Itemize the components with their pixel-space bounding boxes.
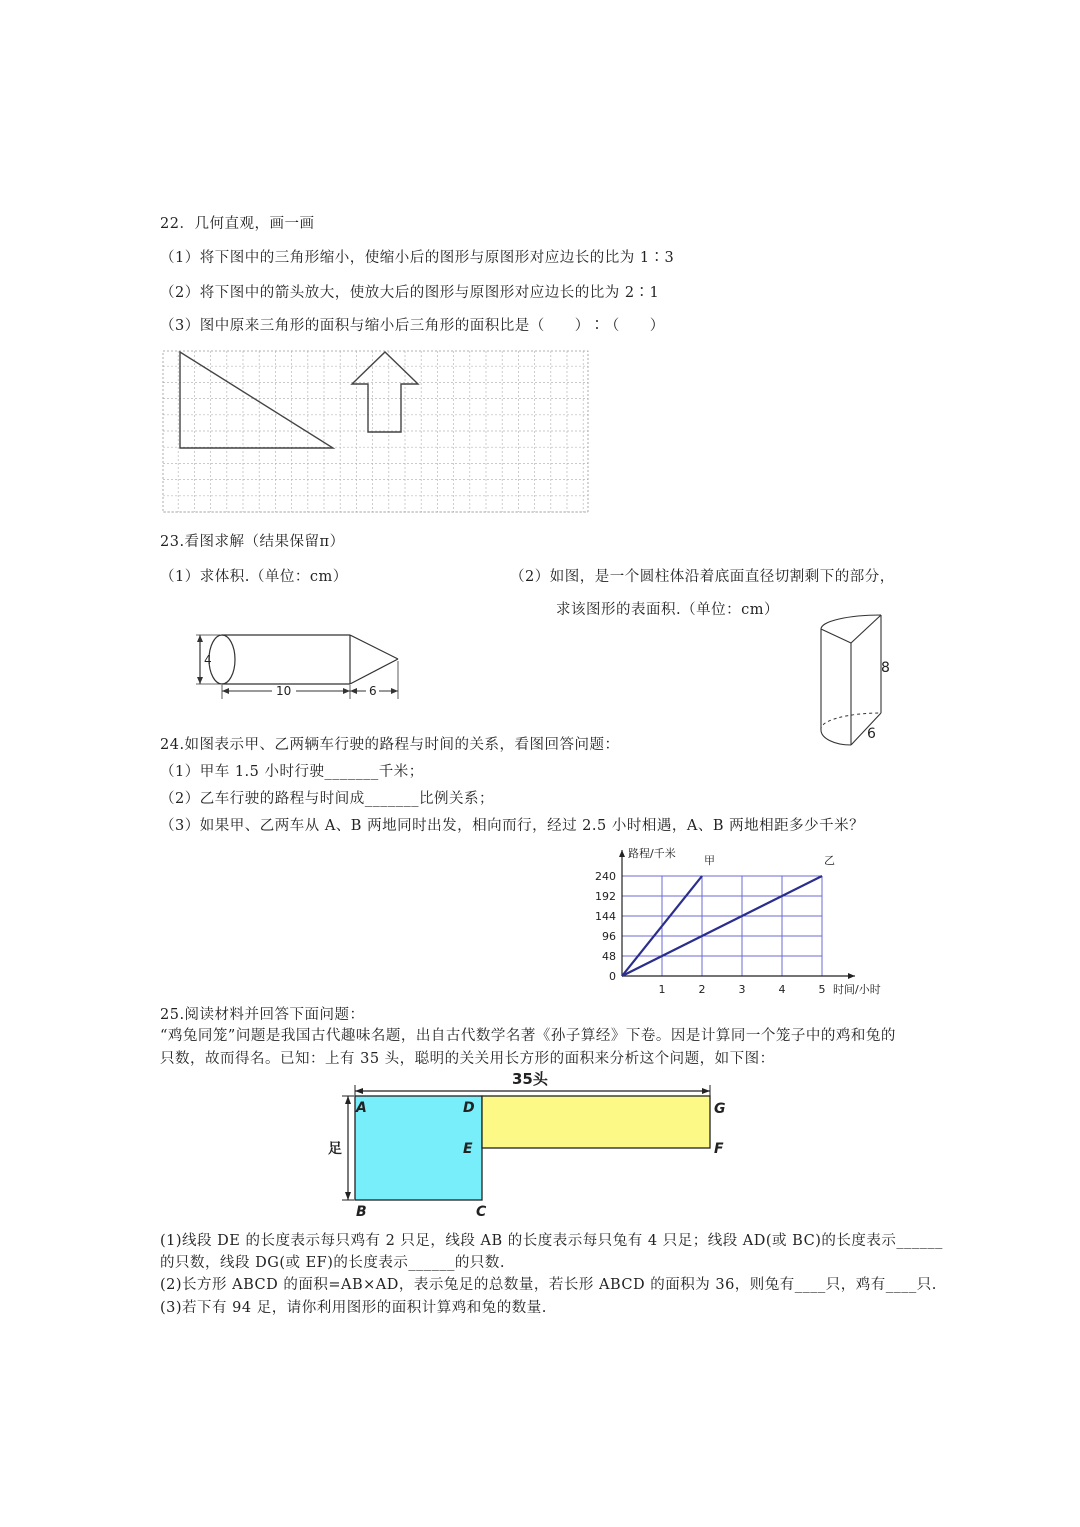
q25-intro-line1: “鸡兔同笼”问题是我国古代趣味名题，出自古代数学名著《孙子算经》下卷。因是计算同一个笼子中的鸡和兔的 <box>160 1028 896 1044</box>
cone-length-label: 6 <box>369 684 377 698</box>
point-d: D <box>463 1100 475 1116</box>
half-cylinder-figure <box>808 605 908 750</box>
q22-title: 22．几何直观，画一画 <box>160 216 315 232</box>
series-label-2: 乙 <box>824 854 835 867</box>
distance-time-chart <box>590 840 900 1000</box>
x-tick-label: 1 <box>658 983 666 996</box>
q24-part3: （3）如果甲、乙两车从 A、B 两地同时出发，相向而行，经过 2.5 小时相遇，A、B 两地相距多少千米？ <box>160 818 865 834</box>
q25-part3: (3)若下有 94 足，请你利用图形的面积计算鸡和兔的数量. <box>160 1300 547 1316</box>
y-tick-label: 240 <box>595 870 616 883</box>
point-b: B <box>356 1204 367 1220</box>
point-e: E <box>463 1141 473 1157</box>
point-a: A <box>356 1100 367 1116</box>
point-g: G <box>714 1101 726 1117</box>
q25-title: 25.阅读材料并回答下面问题： <box>160 1007 365 1023</box>
y-tick-label: 144 <box>595 910 616 923</box>
chicken-rabbit-figure <box>320 1065 740 1225</box>
y-axis-label: 路程/千米 <box>628 847 676 860</box>
y-axis-arrow <box>619 850 625 857</box>
height-label: 8 <box>881 660 890 676</box>
q25-part1-line2: 的只数，线段 DG(或 EF)的长度表示______的只数. <box>160 1255 505 1271</box>
x-tick-label: 5 <box>818 983 826 996</box>
y-tick-label: 192 <box>595 890 616 903</box>
series-label-1: 甲 <box>704 854 715 867</box>
x-axis-arrow <box>848 973 855 979</box>
q25-part2: (2)长方形 ABCD 的面积=AB×AD，表示兔足的总数量，若长形 ABCD 的面积为 36，则兔有____只，鸡有____只. <box>160 1277 937 1293</box>
q24-part1: （1）甲车 1.5 小时行驶_______千米； <box>160 764 424 780</box>
q24-title: 24.如图表示甲、乙两辆车行驶的路程与时间的关系，看图回答问题： <box>160 737 620 753</box>
q23-part2-line1: （2）如图，是一个圆柱体沿着底面直径切割剩下的部分， <box>510 569 895 585</box>
q25-intro-line2: 只数，故而得名。已知：上有 35 头，聪明的关关用长方形的面积来分析这个问题，如下图： <box>160 1051 775 1067</box>
q22-part3: （3）图中原来三角形的面积与缩小后三角形的面积比是（ ）∶（ ） <box>160 318 665 334</box>
series-line-2 <box>622 876 822 976</box>
chicken-rectangle <box>482 1096 710 1148</box>
y-tick-label: 96 <box>602 930 616 943</box>
heads-label: 35头 <box>512 1070 548 1088</box>
x-tick-label: 2 <box>698 983 706 996</box>
y-tick-label: 0 <box>609 970 616 983</box>
q25-part1-line1: (1)线段 DE 的长度表示每只鸡有 2 只足，线段 AB 的长度表示每只兔有 4 只足；线段 AD(或 BC)的长度表示______ <box>160 1233 943 1249</box>
q23-part1: （1）求体积.（单位：cm） <box>160 569 348 585</box>
q22-part2: （2）将下图中的箭头放大，使放大后的图形与原图形对应边长的比为 2∶1 <box>160 285 660 301</box>
diameter-label: 4 <box>204 653 212 667</box>
grid-figure <box>162 350 592 515</box>
x-axis-label: 时间/小时 <box>833 983 881 996</box>
arrow-shape <box>352 352 418 432</box>
cylinder-cone-figure <box>190 625 410 705</box>
point-f: F <box>714 1141 724 1157</box>
q23-part2-line2: 求该图形的表面积.（单位：cm） <box>556 602 779 618</box>
q22-part1: （1）将下图中的三角形缩小，使缩小后的图形与原图形对应边长的比为 1∶3 <box>160 250 675 266</box>
y-tick-label: 48 <box>602 950 616 963</box>
x-tick-label: 4 <box>778 983 786 996</box>
length-label: 10 <box>276 684 292 698</box>
q24-part2: （2）乙车行驶的路程与时间成_______比例关系； <box>160 791 494 807</box>
feet-label: 足 <box>328 1141 342 1157</box>
x-tick-label: 3 <box>738 983 746 996</box>
radius-label: 6 <box>867 726 876 742</box>
point-c: C <box>476 1204 487 1220</box>
q23-title: 23.看图求解（结果保留π） <box>160 534 345 550</box>
